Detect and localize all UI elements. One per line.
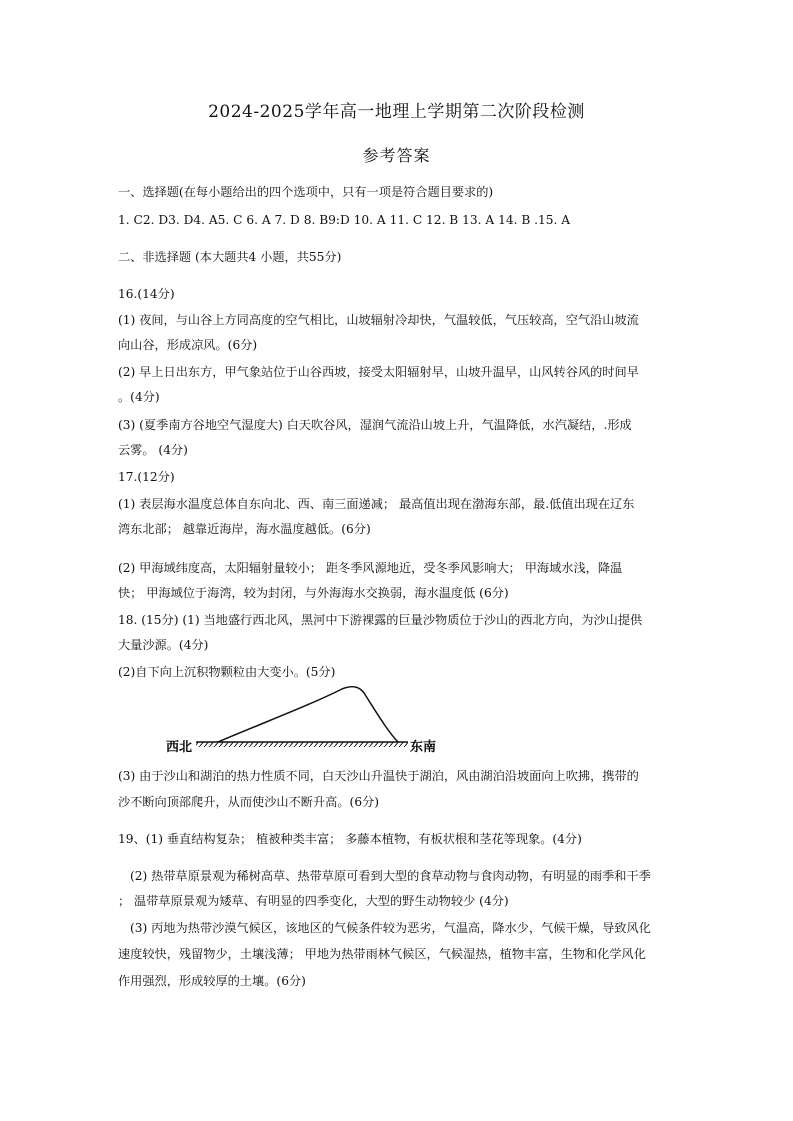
q19-answer-2-line-1: (2) 热带草原景观为稀树高草、热带草原可看到大型的食草动物与食肉动物，有明显的雨季和干季 [130, 869, 651, 883]
q18-answer-3-line-2: 沙不断向顶部爬升，从而使沙山不断升高。(6分) [118, 795, 380, 809]
direction-label-southeast: 东南 [410, 740, 437, 755]
q17-heading: 17.(12分) [118, 470, 175, 484]
choice-answers: 1. C2. D3. D4. A5. C 6. A 7. D 8. B9:D 10. A 11. C 12. B 13. A 14. B .15. A [118, 213, 571, 227]
q18-answer-1-line-1: 18. (15分) (1) 当地盛行西北风，黑河中下游裸露的巨量沙物质位于沙山的西北方向，为沙山提供 [118, 613, 643, 627]
q17-answer-2-line-2: 快； 甲海域位于海湾，较为封闭，与外海海水交换弱，海水温度低 (6分) [118, 586, 509, 600]
q16-answer-2-line-2: 。(4分) [118, 390, 160, 404]
q18-answer-3-line-1: (3) 由于沙山和湖泊的热力性质不同，白天沙山升温快于湖泊，风由湖泊沿坡面向上吹拂，携带的 [118, 769, 639, 783]
q16-answer-1-line-1: (1) 夜间，与山谷上方同高度的空气相比，山坡辐射冷却快，气温较低，气压较高，空气沿山坡流 [118, 313, 639, 327]
section2-heading: 二、非选择题 (本大题共4 小题，共55分) [118, 250, 342, 264]
q16-answer-2-line-1: (2) 早上日出东方，甲气象站位于山谷西坡，接受太阳辐射早，山坡升温早，山风转谷风的时间早 [118, 365, 639, 379]
direction-label-northwest: 西北 [166, 740, 193, 755]
q19-answer-2-line-2: ； 温带草原景观为矮草、有明显的四季变化，大型的野生动物较少 (4分) [118, 894, 509, 908]
q17-answer-1-line-2: 湾东北部； 越靠近海岸，海水温度越低。(6分) [118, 522, 371, 536]
q17-answer-2-line-1: (2) 甲海域纬度高，太阳辐射量较小； 距冬季风源地近，受冬季风影响大； 甲海域水浅，降温 [118, 561, 623, 575]
q16-answer-3-line-1: (3) (夏季南方谷地空气湿度大) 白天吹谷风，湿润气流沿山坡上升，气温降低，水汽凝结，.形成 [118, 418, 632, 432]
document-title: 2024-2025学年高一地理上学期第二次阶段检测 [208, 102, 585, 122]
q17-answer-1-line-1: (1) 表层海水温度总体自东向北、西、南三面递减； 最高值出现在渤海东部，最.低值出现在辽东 [118, 497, 635, 511]
ground-hatching [196, 742, 408, 747]
q16-answer-1-line-2: 向山谷，形成凉风。(6分) [118, 338, 258, 352]
q16-answer-3-line-2: 云雾。 (4分) [118, 443, 188, 457]
q19-answer-3-line-1: (3) 丙地为热带沙漠气候区，该地区的气候条件较为恶劣，气温高，降水少，气候干燥，导致风化 [130, 921, 651, 935]
q18-answer-1-line-2: 大量沙源。(4分) [118, 638, 209, 652]
q19-answer-1: 19、(1) 垂直结构复杂； 植被种类丰富； 多藤本植物，有板状根和茎花等现象。(4分) [118, 832, 582, 846]
q19-answer-3-line-2: 速度较快，残留物少，土壤浅薄； 甲地为热带雨林气候区，气候湿热，植物丰富，生物和化学风化 [118, 947, 646, 961]
sand-mountain-outline [218, 687, 398, 742]
sand-mountain-profile-diagram [160, 680, 460, 760]
section1-heading: 一、选择题(在每小题给出的四个选项中，只有一项是符合题目要求的) [118, 185, 494, 199]
q16-heading: 16.(14分) [118, 287, 175, 301]
q18-answer-2: (2)自下向上沉积物颗粒由大变小。(5分) [118, 665, 336, 679]
q19-answer-3-line-3: 作用强烈，形成较厚的土壤。(6分) [118, 974, 306, 988]
document-subtitle: 参考答案 [362, 146, 431, 165]
